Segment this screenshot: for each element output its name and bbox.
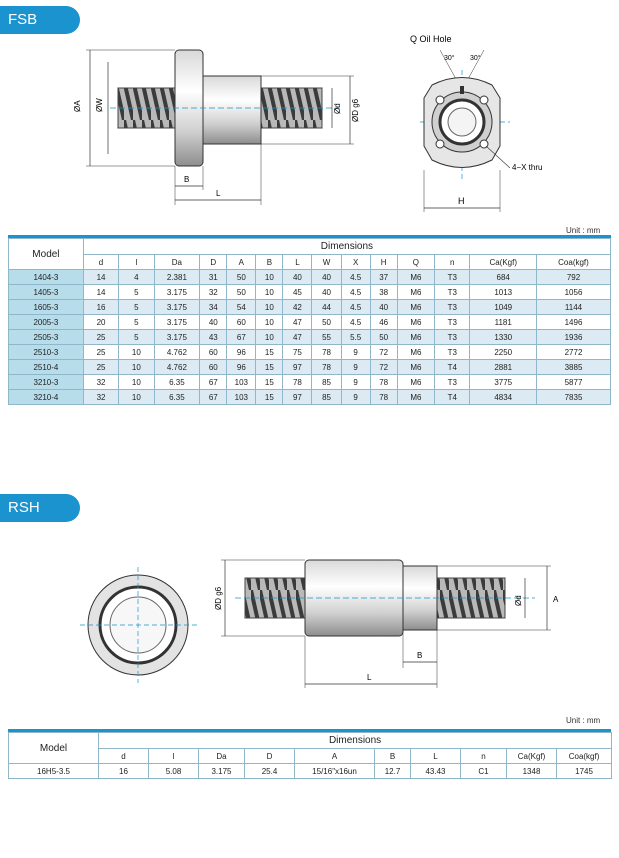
table-cell: 4.762 — [154, 360, 200, 375]
table-cell: 5877 — [536, 375, 610, 390]
model-cell: 16H5-3.5 — [9, 764, 99, 779]
table-cell: 14 — [83, 285, 118, 300]
model-cell: 2505-3 — [9, 330, 84, 345]
table-cell: M6 — [397, 330, 434, 345]
table-cell: M6 — [397, 300, 434, 315]
rsh-col-header: l — [149, 749, 199, 764]
table-cell: 10 — [256, 300, 283, 315]
table-cell: 2.381 — [154, 270, 200, 285]
table-cell: 9 — [341, 375, 370, 390]
table-cell: 34 — [200, 300, 227, 315]
table-cell: 78 — [370, 375, 397, 390]
table-cell: 10 — [256, 315, 283, 330]
table-cell: T3 — [435, 270, 470, 285]
table-cell: 60 — [200, 345, 227, 360]
table-cell: 40 — [312, 270, 341, 285]
rsh-front-view-drawing — [80, 565, 200, 685]
fsb-col-header: D — [200, 255, 227, 270]
model-cell: 1605-3 — [9, 300, 84, 315]
fsb-front-view-drawing — [400, 30, 590, 220]
table-row — [9, 315, 611, 330]
table-cell: 40 — [370, 300, 397, 315]
table-cell: 20 — [83, 315, 118, 330]
table-cell: 4.5 — [341, 285, 370, 300]
table-cell: 103 — [227, 390, 256, 405]
table-cell: 4 — [119, 270, 154, 285]
table-cell: 78 — [312, 345, 341, 360]
table-cell: 1013 — [470, 285, 537, 300]
fsb-unit-label: Unit : mm — [566, 226, 601, 235]
table-cell: M6 — [397, 285, 434, 300]
table-cell: T3 — [435, 330, 470, 345]
fsb-col-header: l — [119, 255, 154, 270]
table-cell: 37 — [370, 270, 397, 285]
table-cell: M6 — [397, 345, 434, 360]
table-cell: 25.4 — [245, 764, 295, 779]
table-cell: 32 — [200, 285, 227, 300]
table-cell: 7835 — [536, 390, 610, 405]
fsb-col-header: H — [370, 255, 397, 270]
table-cell: 25 — [83, 330, 118, 345]
table-cell: 5 — [119, 330, 154, 345]
table-cell: 44 — [312, 300, 341, 315]
table-cell: 103 — [227, 375, 256, 390]
table-cell: 12.7 — [375, 764, 411, 779]
table-cell: 3.175 — [199, 764, 245, 779]
table-cell: 10 — [119, 360, 154, 375]
rsh-B-label: B — [417, 651, 423, 660]
table-cell: 15 — [256, 390, 283, 405]
table-row — [9, 360, 611, 375]
model-cell: 2510-3 — [9, 345, 84, 360]
table-cell: 47 — [283, 315, 312, 330]
table-cell: 55 — [312, 330, 341, 345]
table-cell: 43 — [200, 330, 227, 345]
table-cell: 32 — [83, 375, 118, 390]
table-cell: 9 — [341, 345, 370, 360]
model-cell: 1404-3 — [9, 270, 84, 285]
table-cell: 15 — [256, 375, 283, 390]
table-cell: 1936 — [536, 330, 610, 345]
table-cell: 10 — [119, 390, 154, 405]
fsb-col-header: B — [256, 255, 283, 270]
table-cell: 45 — [283, 285, 312, 300]
table-cell: 3.175 — [154, 285, 200, 300]
fsb-H-label: H — [458, 196, 465, 206]
fsb-model-header: Model — [9, 239, 84, 270]
table-cell: 85 — [312, 390, 341, 405]
table-row — [9, 345, 611, 360]
table-cell: 5 — [119, 285, 154, 300]
rsh-col-header: d — [99, 749, 149, 764]
table-cell: T3 — [435, 285, 470, 300]
table-cell: 15/16"x16un — [295, 764, 375, 779]
table-cell: C1 — [461, 764, 507, 779]
table-cell: 2250 — [470, 345, 537, 360]
table-cell: 4.5 — [341, 315, 370, 330]
fsb-col-header: W — [312, 255, 341, 270]
table-cell: 31 — [200, 270, 227, 285]
table-cell: 46 — [370, 315, 397, 330]
table-row — [9, 764, 612, 779]
rsh-phid-label: Ød — [514, 595, 523, 606]
table-cell: T3 — [435, 345, 470, 360]
fsb-dims-header: Dimensions — [83, 239, 610, 255]
table-cell: 10 — [256, 285, 283, 300]
table-cell: 38 — [370, 285, 397, 300]
table-cell: 10 — [119, 345, 154, 360]
table-cell: 5 — [119, 300, 154, 315]
table-cell: 1745 — [557, 764, 612, 779]
table-cell: 5 — [119, 315, 154, 330]
rsh-dims-header: Dimensions — [99, 733, 612, 749]
table-cell: 85 — [312, 375, 341, 390]
table-cell: 25 — [83, 345, 118, 360]
rsh-col-header: L — [411, 749, 461, 764]
table-cell: 4.762 — [154, 345, 200, 360]
table-cell: T4 — [435, 360, 470, 375]
model-cell: 3210-4 — [9, 390, 84, 405]
table-cell: 792 — [536, 270, 610, 285]
table-cell: 1348 — [507, 764, 557, 779]
fsb-col-header: L — [283, 255, 312, 270]
table-cell: 43.43 — [411, 764, 461, 779]
rsh-col-header: Ca(Kgf) — [507, 749, 557, 764]
table-cell: 60 — [227, 315, 256, 330]
table-cell: 40 — [283, 270, 312, 285]
table-cell: 50 — [227, 270, 256, 285]
table-cell: 97 — [283, 390, 312, 405]
fsb-angle1-label: 30° — [444, 55, 455, 62]
table-cell: 1056 — [536, 285, 610, 300]
table-cell: 3.175 — [154, 300, 200, 315]
table-cell: 6.35 — [154, 375, 200, 390]
table-cell: 16 — [99, 764, 149, 779]
table-cell: 1496 — [536, 315, 610, 330]
fsb-angle2-label: 30° — [470, 55, 481, 62]
table-cell: 60 — [200, 360, 227, 375]
rsh-col-header: A — [295, 749, 375, 764]
table-cell: 2772 — [536, 345, 610, 360]
table-cell: 3.175 — [154, 315, 200, 330]
table-cell: 3.175 — [154, 330, 200, 345]
fsb-L-label: L — [216, 189, 221, 198]
table-cell: T3 — [435, 315, 470, 330]
table-cell: 4.5 — [341, 300, 370, 315]
rsh-phiD-label: ØD g6 — [214, 586, 223, 610]
table-cell: M6 — [397, 390, 434, 405]
fsb-col-header: Q — [397, 255, 434, 270]
table-cell: 2881 — [470, 360, 537, 375]
rsh-side-view-drawing — [215, 550, 565, 690]
table-row — [9, 300, 611, 315]
table-cell: 67 — [227, 330, 256, 345]
fsb-thru-label: 4−X thru — [512, 163, 543, 172]
rsh-col-header: D — [245, 749, 295, 764]
table-cell: 4834 — [470, 390, 537, 405]
table-cell: 6.35 — [154, 390, 200, 405]
fsb-col-header: Ca(Kgf) — [470, 255, 537, 270]
fsb-spec-table — [8, 238, 611, 405]
table-cell: 72 — [370, 345, 397, 360]
table-cell: 42 — [283, 300, 312, 315]
rsh-L-label: L — [367, 673, 372, 682]
table-cell: 96 — [227, 360, 256, 375]
fsb-B-label: B — [184, 175, 190, 184]
table-cell: 3885 — [536, 360, 610, 375]
table-cell: 50 — [312, 315, 341, 330]
table-cell: 14 — [83, 270, 118, 285]
table-row — [9, 330, 611, 345]
table-cell: 40 — [200, 315, 227, 330]
table-cell: 15 — [256, 360, 283, 375]
table-cell: 16 — [83, 300, 118, 315]
table-row — [9, 390, 611, 405]
fsb-col-header: A — [227, 255, 256, 270]
table-row — [9, 285, 611, 300]
table-cell: 9 — [341, 360, 370, 375]
model-cell: 1405-3 — [9, 285, 84, 300]
table-cell: 67 — [200, 390, 227, 405]
table-cell: T3 — [435, 375, 470, 390]
fsb-phiW-label: ØW — [95, 98, 104, 112]
rsh-type-tag: RSH Type — [0, 494, 80, 522]
table-cell: M6 — [397, 375, 434, 390]
table-cell: 32 — [83, 390, 118, 405]
table-cell: 67 — [200, 375, 227, 390]
table-cell: M6 — [397, 270, 434, 285]
table-cell: 78 — [283, 375, 312, 390]
table-cell: T4 — [435, 390, 470, 405]
fsb-col-header: d — [83, 255, 118, 270]
table-cell: 1181 — [470, 315, 537, 330]
rsh-spec-table — [8, 732, 612, 779]
table-cell: 10 — [256, 330, 283, 345]
table-cell: 97 — [283, 360, 312, 375]
fsb-side-view-drawing — [70, 40, 360, 210]
table-cell: 5.5 — [341, 330, 370, 345]
model-cell: 2005-3 — [9, 315, 84, 330]
rsh-col-header: n — [461, 749, 507, 764]
table-cell: 15 — [256, 345, 283, 360]
table-cell: M6 — [397, 315, 434, 330]
table-cell: 47 — [283, 330, 312, 345]
table-cell: 78 — [370, 390, 397, 405]
table-cell: 96 — [227, 345, 256, 360]
table-cell: 3775 — [470, 375, 537, 390]
table-cell: 5.08 — [149, 764, 199, 779]
fsb-type-tag: FSB Type — [0, 6, 80, 34]
fsb-col-header: X — [341, 255, 370, 270]
table-row — [9, 375, 611, 390]
table-cell: 78 — [312, 360, 341, 375]
rsh-A-label: A — [553, 595, 559, 604]
table-cell: 54 — [227, 300, 256, 315]
table-cell: 9 — [341, 390, 370, 405]
table-row — [9, 270, 611, 285]
table-cell: 25 — [83, 360, 118, 375]
fsb-phiA-label: ØA — [73, 100, 82, 112]
model-cell: 3210-3 — [9, 375, 84, 390]
rsh-col-header: Coa(kgf) — [557, 749, 612, 764]
rsh-col-header: Da — [199, 749, 245, 764]
table-cell: 10 — [119, 375, 154, 390]
table-cell: T3 — [435, 300, 470, 315]
table-cell: 1144 — [536, 300, 610, 315]
fsb-col-header: Coa(kgf) — [536, 255, 610, 270]
rsh-unit-label: Unit : mm — [566, 716, 601, 725]
table-cell: 50 — [227, 285, 256, 300]
model-cell: 2510-4 — [9, 360, 84, 375]
rsh-model-header: Model — [9, 733, 99, 764]
fsb-col-header: Da — [154, 255, 200, 270]
table-cell: 684 — [470, 270, 537, 285]
fsb-phid-label: Ød — [333, 103, 342, 114]
table-cell: 75 — [283, 345, 312, 360]
table-cell: 72 — [370, 360, 397, 375]
table-cell: 10 — [256, 270, 283, 285]
table-cell: 40 — [312, 285, 341, 300]
fsb-col-header: n — [435, 255, 470, 270]
rsh-col-header: B — [375, 749, 411, 764]
table-cell: 1330 — [470, 330, 537, 345]
table-cell: 4.5 — [341, 270, 370, 285]
table-cell: 50 — [370, 330, 397, 345]
fsb-phiD-label: ØD g6 — [351, 98, 360, 122]
table-cell: 1049 — [470, 300, 537, 315]
table-cell: M6 — [397, 360, 434, 375]
fsb-oil-hole-label: Q Oil Hole — [410, 34, 452, 44]
